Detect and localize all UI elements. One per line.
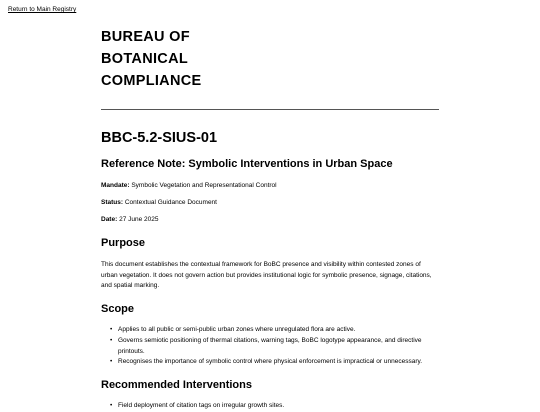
meta-mandate-value: Symbolic Vegetation and Representational Control (131, 182, 277, 189)
meta-status-label: Status: (101, 199, 124, 206)
header-divider (101, 109, 439, 110)
meta-date-value: 27 June 2025 (119, 216, 159, 223)
scope-list (101, 325, 439, 368)
bullet-icon: • (110, 326, 113, 334)
meta-status-value: Contextual Guidance Document (124, 199, 217, 206)
list-item: • Recognises the importance of symbolic control where physical enforcement is impractical or unnecessary. (118, 357, 439, 368)
list-item: • Governs semiotic positioning of thermal citations, warning tags, BoBC logotype appearance, and directive printouts. (110, 336, 422, 355)
scope-heading: Scope (101, 303, 135, 316)
document-subtitle: Reference Note: Symbolic Interventions in Urban Space (101, 158, 393, 170)
document-id: BBC-5.2-SIUS-01 (101, 130, 218, 146)
org-title (101, 26, 439, 92)
bullet-icon: • (110, 358, 113, 366)
purpose-heading: Purpose (101, 237, 146, 249)
return-to-registry-link[interactable]: Return to Main Registry (8, 6, 77, 13)
org-title-line-2: BOTANICAL (101, 51, 189, 67)
org-title-line-1: BUREAU OF (101, 29, 190, 45)
bullet-icon: • (110, 336, 113, 344)
org-title-line-3: COMPLIANCE (101, 73, 202, 89)
meta-mandate (101, 181, 439, 190)
interventions-heading: Recommended Interventions (101, 378, 252, 391)
list-item: • Field deployment of citation tags on irregular growth sites. (118, 401, 439, 412)
meta-status (101, 198, 439, 207)
meta-mandate-label: Mandate: (101, 182, 130, 189)
document-body (101, 26, 439, 412)
list-item: • Applies to all public or semi-public urban zones where unregulated flora are active. (118, 325, 439, 336)
meta-date (101, 215, 439, 224)
purpose-text: This document establishes the contextual framework for BoBC presence and visibility within contested zones of urban vegetation. It does not govern action but provides institutional logic for symbolic presence, signage, citations, and spatial marking. (101, 261, 432, 290)
bullet-icon: • (110, 401, 113, 409)
interventions-list (101, 401, 439, 412)
meta-date-label: Date: (101, 216, 118, 223)
